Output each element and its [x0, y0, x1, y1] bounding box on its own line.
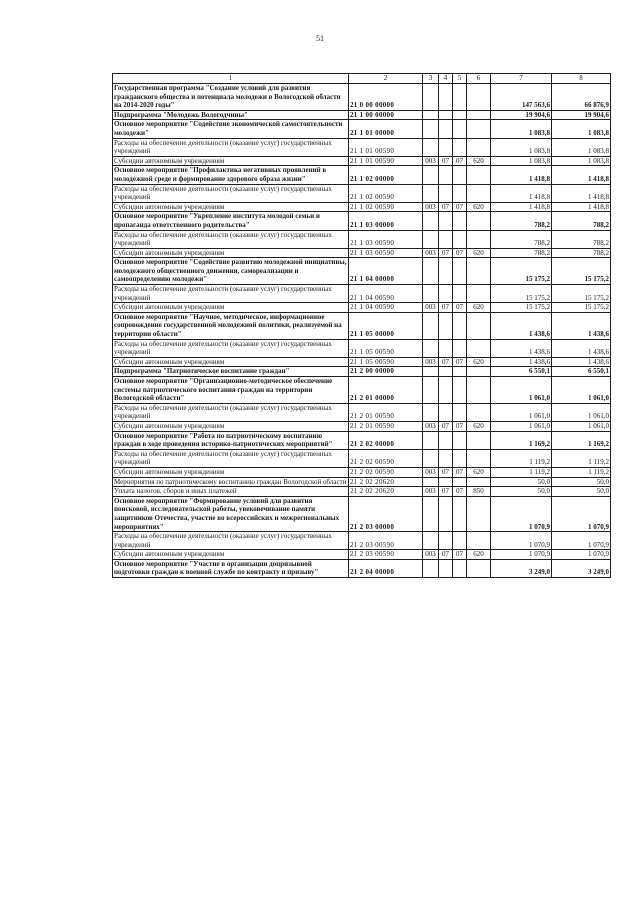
cell-c5 [453, 84, 467, 111]
cell-v8: 1 418,8 [552, 166, 611, 184]
cell-c6 [467, 449, 491, 467]
table-row [113, 166, 611, 184]
cell-name: Расходы на обеспечение деятельности (оказание услуг) государственных учреждений [113, 532, 349, 550]
cell-c6 [467, 496, 491, 531]
cell-code: 21 2 01 00000 [349, 377, 423, 404]
cell-c4 [439, 258, 453, 285]
col-header-3: 3 [423, 74, 439, 84]
cell-v7: 1 438,6 [491, 312, 552, 339]
cell-v7: 1 061,0 [491, 403, 552, 421]
cell-c4: 07 [439, 467, 453, 477]
cell-name: Расходы на обеспечение деятельности (оказание услуг) государственных учреждений [113, 138, 349, 156]
cell-code: 21 1 05 00590 [349, 357, 423, 367]
cell-v7: 15 175,2 [491, 258, 552, 285]
cell-v8: 788,2 [552, 248, 611, 258]
cell-c3 [423, 120, 439, 138]
cell-v8: 1 119,2 [552, 467, 611, 477]
col-header-2: 2 [349, 74, 423, 84]
cell-c5: 07 [453, 357, 467, 367]
cell-c5 [453, 431, 467, 449]
cell-c3: 003 [423, 487, 439, 497]
cell-v7: 1 061,0 [491, 421, 552, 431]
cell-code: 21 2 02 20620 [349, 487, 423, 497]
table-row [113, 559, 611, 577]
cell-name: Субсидии автономным учреждениям [113, 550, 349, 560]
cell-c5 [453, 120, 467, 138]
cell-c6 [467, 477, 491, 487]
cell-code: 21 1 04 00590 [349, 285, 423, 303]
cell-c5: 07 [453, 487, 467, 497]
cell-c3 [423, 367, 439, 377]
table-row [113, 339, 611, 357]
cell-c5: 07 [453, 550, 467, 560]
cell-c6 [467, 367, 491, 377]
cell-v8: 15 175,2 [552, 303, 611, 313]
cell-v7: 1 418,8 [491, 166, 552, 184]
cell-c3 [423, 138, 439, 156]
col-header-5: 5 [453, 74, 467, 84]
cell-c4 [439, 449, 453, 467]
cell-name: Расходы на обеспечение деятельности (оказание услуг) государственных учреждений [113, 230, 349, 248]
table-row [113, 212, 611, 230]
cell-c3 [423, 403, 439, 421]
cell-name: Основное мероприятие "Организационно-методическое обеспечение системы патриотического воспитания граждан на территории Вологодской области" [113, 377, 349, 404]
cell-code: 21 2 03 00000 [349, 496, 423, 531]
cell-c5 [453, 496, 467, 531]
cell-v8: 1 438,6 [552, 357, 611, 367]
cell-c6 [467, 212, 491, 230]
cell-c4: 07 [439, 156, 453, 166]
cell-c4: 07 [439, 550, 453, 560]
cell-code: 21 2 02 00590 [349, 467, 423, 477]
cell-c6: 620 [467, 303, 491, 313]
table-row [113, 487, 611, 497]
cell-v7: 1 070,9 [491, 550, 552, 560]
cell-c4 [439, 431, 453, 449]
cell-c6: 850 [467, 487, 491, 497]
cell-code: 21 2 02 00590 [349, 449, 423, 467]
cell-c5 [453, 138, 467, 156]
cell-code: 21 1 03 00000 [349, 212, 423, 230]
cell-c6: 620 [467, 550, 491, 560]
cell-name: Субсидии автономным учреждениям [113, 202, 349, 212]
cell-v7: 1 438,6 [491, 339, 552, 357]
cell-c6 [467, 166, 491, 184]
cell-code: 21 1 01 00000 [349, 120, 423, 138]
cell-v8: 19 904,6 [552, 110, 611, 120]
cell-v7: 1 070,9 [491, 496, 552, 531]
cell-c6 [467, 110, 491, 120]
cell-v7: 50,0 [491, 477, 552, 487]
cell-c5 [453, 312, 467, 339]
cell-c3: 003 [423, 248, 439, 258]
cell-c3 [423, 312, 439, 339]
table-row [113, 303, 611, 313]
cell-c4 [439, 312, 453, 339]
header-row [113, 74, 611, 84]
cell-c4: 07 [439, 487, 453, 497]
cell-c5: 07 [453, 248, 467, 258]
cell-name: Расходы на обеспечение деятельности (оказание услуг) государственных учреждений [113, 449, 349, 467]
cell-code: 21 2 04 00000 [349, 559, 423, 577]
table-row [113, 156, 611, 166]
cell-v8: 6 550,1 [552, 367, 611, 377]
cell-c5 [453, 258, 467, 285]
cell-v7: 1 083,8 [491, 120, 552, 138]
table-row [113, 84, 611, 111]
cell-code: 21 2 02 00000 [349, 431, 423, 449]
cell-v7: 19 904,6 [491, 110, 552, 120]
cell-v8: 1 438,6 [552, 339, 611, 357]
cell-c4: 07 [439, 357, 453, 367]
table-row [113, 202, 611, 212]
table-row [113, 421, 611, 431]
cell-c6 [467, 532, 491, 550]
cell-name: Основное мероприятие "Научное, методическое, информационное сопровождение государственной молодежной политики, реализуемой на территории области" [113, 312, 349, 339]
cell-v7: 6 550,1 [491, 367, 552, 377]
cell-code: 21 1 04 00590 [349, 303, 423, 313]
cell-code: 21 1 02 00000 [349, 166, 423, 184]
table-row [113, 285, 611, 303]
budget-table [112, 73, 611, 578]
cell-c4 [439, 367, 453, 377]
table-row [113, 496, 611, 531]
cell-code: 21 1 01 00590 [349, 156, 423, 166]
cell-c3 [423, 477, 439, 487]
table-body [113, 84, 611, 578]
cell-name: Расходы на обеспечение деятельности (оказание услуг) государственных учреждений [113, 184, 349, 202]
cell-c3: 003 [423, 467, 439, 477]
cell-v7: 788,2 [491, 248, 552, 258]
cell-c6 [467, 138, 491, 156]
cell-name: Уплата налогов, сборов и иных платежей [113, 487, 349, 497]
cell-code: 21 1 01 00590 [349, 138, 423, 156]
cell-name: Расходы на обеспечение деятельности (оказание услуг) государственных учреждений [113, 403, 349, 421]
cell-v8: 15 175,2 [552, 258, 611, 285]
cell-v7: 788,2 [491, 212, 552, 230]
cell-v8: 66 876,9 [552, 84, 611, 111]
cell-v8: 1 061,0 [552, 377, 611, 404]
cell-code: 21 1 04 00000 [349, 258, 423, 285]
cell-v7: 1 119,2 [491, 467, 552, 477]
cell-v8: 50,0 [552, 487, 611, 497]
cell-v8: 1 119,2 [552, 449, 611, 467]
cell-c3 [423, 110, 439, 120]
cell-c3 [423, 212, 439, 230]
cell-name: Основное мероприятие "Содействие развитию молодежной инициативы, молодежного общественного движения, самореализации и самоопределению молодежи" [113, 258, 349, 285]
page-number: 51 [316, 34, 324, 43]
col-header-8: 8 [552, 74, 611, 84]
cell-c3 [423, 532, 439, 550]
cell-c5 [453, 403, 467, 421]
table-row [113, 367, 611, 377]
cell-c4 [439, 285, 453, 303]
cell-v8: 1 083,8 [552, 156, 611, 166]
cell-c6 [467, 84, 491, 111]
cell-c4 [439, 212, 453, 230]
cell-c3 [423, 377, 439, 404]
cell-code: 21 2 01 00590 [349, 403, 423, 421]
cell-code: 21 0 00 00000 [349, 84, 423, 111]
cell-v7: 15 175,2 [491, 303, 552, 313]
cell-c6 [467, 559, 491, 577]
cell-c6 [467, 431, 491, 449]
cell-v7: 1 418,8 [491, 184, 552, 202]
cell-v8: 788,2 [552, 212, 611, 230]
cell-c5: 07 [453, 421, 467, 431]
cell-c5 [453, 367, 467, 377]
cell-v7: 1 169,2 [491, 431, 552, 449]
cell-c6 [467, 230, 491, 248]
cell-c4 [439, 559, 453, 577]
cell-v7: 15 175,2 [491, 285, 552, 303]
cell-name: Основное мероприятие "Укрепление института молодой семьи и пропаганда ответственного родительства" [113, 212, 349, 230]
cell-c4 [439, 184, 453, 202]
cell-v7: 788,2 [491, 230, 552, 248]
cell-c4 [439, 166, 453, 184]
cell-name: Основное мероприятие "Участие в организации допризывной подготовки граждан к военной службе по контракту и призыву" [113, 559, 349, 577]
cell-code: 21 1 02 00590 [349, 202, 423, 212]
cell-code: 21 1 05 00000 [349, 312, 423, 339]
table-row [113, 477, 611, 487]
cell-c4 [439, 339, 453, 357]
cell-c6 [467, 312, 491, 339]
cell-v8: 1 070,9 [552, 550, 611, 560]
cell-code: 21 1 00 00000 [349, 110, 423, 120]
cell-c5 [453, 212, 467, 230]
table-row [113, 532, 611, 550]
cell-name: Субсидии автономным учреждениям [113, 357, 349, 367]
cell-v7: 1 083,8 [491, 156, 552, 166]
cell-c3 [423, 559, 439, 577]
cell-v8: 1 061,0 [552, 403, 611, 421]
cell-c3 [423, 258, 439, 285]
cell-code: 21 1 05 00590 [349, 339, 423, 357]
cell-c4 [439, 230, 453, 248]
cell-code: 21 2 02 20620 [349, 477, 423, 487]
cell-name: Подпрограмма "Молодежь Вологодчины" [113, 110, 349, 120]
table-row [113, 120, 611, 138]
cell-c5 [453, 110, 467, 120]
col-header-1: 1 [113, 74, 349, 84]
cell-code: 21 1 03 00590 [349, 230, 423, 248]
cell-c3 [423, 184, 439, 202]
cell-code: 21 2 03 00590 [349, 550, 423, 560]
table-row [113, 248, 611, 258]
cell-v7: 1 083,8 [491, 138, 552, 156]
cell-c5 [453, 184, 467, 202]
cell-code: 21 2 00 00000 [349, 367, 423, 377]
cell-v8: 1 169,2 [552, 431, 611, 449]
cell-c5: 07 [453, 202, 467, 212]
cell-v7: 147 563,6 [491, 84, 552, 111]
table-row [113, 449, 611, 467]
cell-c5: 07 [453, 303, 467, 313]
col-header-6: 6 [467, 74, 491, 84]
cell-v8: 788,2 [552, 230, 611, 248]
cell-name: Основное мероприятие "Содействие экономической самостоятельности молодежи" [113, 120, 349, 138]
cell-c4 [439, 84, 453, 111]
cell-c5 [453, 449, 467, 467]
cell-c6: 620 [467, 202, 491, 212]
cell-c5: 07 [453, 467, 467, 477]
cell-name: Основное мероприятие "Профилактика негативных проявлений в молодежной среде и формирование здорового образа жизни" [113, 166, 349, 184]
cell-c4 [439, 110, 453, 120]
cell-c4 [439, 403, 453, 421]
cell-c5 [453, 339, 467, 357]
cell-c3 [423, 230, 439, 248]
cell-c4: 07 [439, 421, 453, 431]
cell-v8: 1 061,0 [552, 421, 611, 431]
table-row [113, 377, 611, 404]
cell-c4 [439, 138, 453, 156]
cell-v7: 1 070,9 [491, 532, 552, 550]
cell-name: Субсидии автономным учреждениям [113, 303, 349, 313]
cell-v7: 50,0 [491, 487, 552, 497]
cell-v7: 3 249,0 [491, 559, 552, 577]
cell-c5 [453, 285, 467, 303]
cell-v8: 15 175,2 [552, 285, 611, 303]
cell-c3 [423, 496, 439, 531]
cell-c3: 003 [423, 202, 439, 212]
cell-v8: 1 083,8 [552, 120, 611, 138]
cell-c6 [467, 120, 491, 138]
cell-c3 [423, 285, 439, 303]
cell-v8: 1 418,8 [552, 184, 611, 202]
cell-c6: 620 [467, 421, 491, 431]
cell-name: Субсидии автономным учреждениям [113, 248, 349, 258]
cell-name: Мероприятия по патриотическому воспитанию граждан Вологодской области [113, 477, 349, 487]
cell-v7: 1 061,0 [491, 377, 552, 404]
cell-v8: 50,0 [552, 477, 611, 487]
cell-v8: 1 438,6 [552, 312, 611, 339]
cell-name: Подпрограмма "Патриотическое воспитание граждан" [113, 367, 349, 377]
table-row [113, 550, 611, 560]
col-header-7: 7 [491, 74, 552, 84]
cell-name: Государственная программа "Создание условий для развития гражданского общества и потенциала молодежи в Вологодской области на 2014-2020 годы" [113, 84, 349, 111]
cell-c3 [423, 339, 439, 357]
cell-c6: 620 [467, 248, 491, 258]
cell-v7: 1 119,2 [491, 449, 552, 467]
table-row [113, 312, 611, 339]
cell-c4: 07 [439, 303, 453, 313]
cell-c6 [467, 339, 491, 357]
table-row [113, 230, 611, 248]
cell-c5 [453, 166, 467, 184]
cell-c5 [453, 532, 467, 550]
cell-v8: 1 070,9 [552, 532, 611, 550]
cell-c4 [439, 377, 453, 404]
cell-v8: 1 083,8 [552, 138, 611, 156]
cell-c3 [423, 449, 439, 467]
cell-code: 21 2 03 00590 [349, 532, 423, 550]
cell-c6 [467, 184, 491, 202]
cell-c3: 003 [423, 156, 439, 166]
table-row [113, 357, 611, 367]
cell-c4: 07 [439, 202, 453, 212]
cell-v7: 1 438,6 [491, 357, 552, 367]
cell-name: Основное мероприятие "Формирование условий для развития поисковой, исследовательской работы, увековечивание памяти защитников Отечества, участие во всероссийских и межрегиональных мероприятиях" [113, 496, 349, 531]
cell-c3 [423, 166, 439, 184]
cell-c3 [423, 431, 439, 449]
cell-c5 [453, 477, 467, 487]
cell-c5 [453, 559, 467, 577]
cell-v7: 1 418,8 [491, 202, 552, 212]
table-row [113, 467, 611, 477]
cell-code: 21 1 03 00590 [349, 248, 423, 258]
cell-c3: 003 [423, 303, 439, 313]
cell-c5: 07 [453, 156, 467, 166]
cell-name: Субсидии автономным учреждениям [113, 467, 349, 477]
cell-c6 [467, 377, 491, 404]
table-row [113, 403, 611, 421]
cell-c6 [467, 285, 491, 303]
cell-name: Основное мероприятие "Работа по патриотическому воспитанию граждан в ходе проведения историко-патриотических мероприятий" [113, 431, 349, 449]
cell-code: 21 1 02 00590 [349, 184, 423, 202]
cell-name: Расходы на обеспечение деятельности (оказание услуг) государственных учреждений [113, 285, 349, 303]
cell-name: Субсидии автономным учреждениям [113, 156, 349, 166]
cell-v8: 3 249,0 [552, 559, 611, 577]
cell-c4 [439, 120, 453, 138]
cell-v8: 1 070,9 [552, 496, 611, 531]
cell-v8: 1 418,8 [552, 202, 611, 212]
cell-c6 [467, 403, 491, 421]
table-row [113, 258, 611, 285]
cell-c5 [453, 230, 467, 248]
cell-c3: 003 [423, 421, 439, 431]
cell-c6 [467, 258, 491, 285]
cell-c3: 003 [423, 550, 439, 560]
cell-name: Субсидии автономным учреждениям [113, 421, 349, 431]
cell-c6: 620 [467, 357, 491, 367]
cell-c6: 620 [467, 467, 491, 477]
cell-c5 [453, 377, 467, 404]
cell-code: 21 2 01 00590 [349, 421, 423, 431]
cell-c3: 003 [423, 357, 439, 367]
cell-c4: 07 [439, 248, 453, 258]
cell-c6: 620 [467, 156, 491, 166]
table-row [113, 138, 611, 156]
cell-c3 [423, 84, 439, 111]
cell-c4 [439, 477, 453, 487]
cell-name: Расходы на обеспечение деятельности (оказание услуг) государственных учреждений [113, 339, 349, 357]
cell-c4 [439, 496, 453, 531]
table-row [113, 110, 611, 120]
cell-c4 [439, 532, 453, 550]
table-row [113, 184, 611, 202]
col-header-4: 4 [439, 74, 453, 84]
table-row [113, 431, 611, 449]
